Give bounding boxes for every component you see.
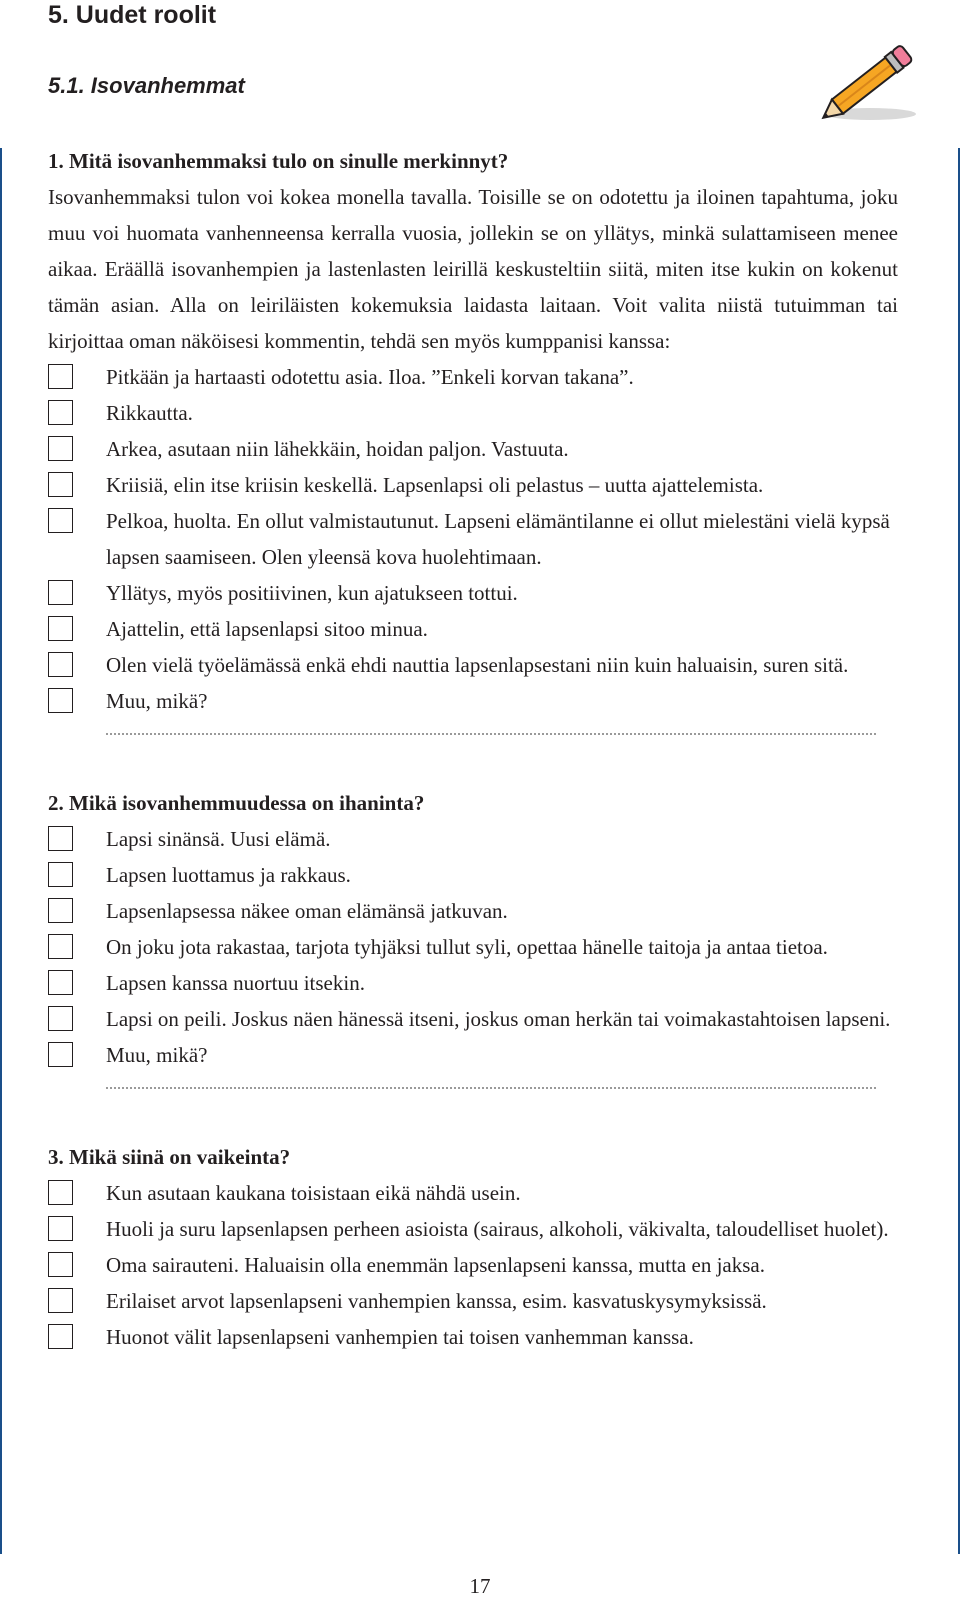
checkbox-icon[interactable] (48, 400, 73, 425)
checkbox-icon[interactable] (48, 934, 73, 959)
option-item-other (48, 1037, 898, 1073)
option-item (48, 359, 898, 395)
option-label: Huonot välit lapsenlapseni vanhempien tai toisen vanhemman kanssa. (106, 1325, 694, 1349)
checkbox-icon[interactable] (48, 1252, 73, 1277)
checkbox-icon[interactable] (48, 436, 73, 461)
option-label: On joku jota rakastaa, tarjota tyhjäksi tullut syli, opettaa hänelle taitoja ja antaa tietoa. (106, 935, 828, 959)
option-item (48, 1247, 898, 1283)
option-label: Kun asutaan kaukana toisistaan eikä nähdä usein. (106, 1181, 521, 1205)
checkbox-icon[interactable] (48, 508, 73, 533)
page-number: 17 (469, 1574, 491, 1598)
option-label: Yllätys, myös positiivinen, kun ajatukseen tottui. (106, 581, 518, 605)
option-label: Pitkään ja hartaasti odotettu asia. Iloa. ”Enkeli korvan takana”. (106, 365, 634, 389)
option-label: Rikkautta. (106, 401, 193, 425)
checkbox-icon[interactable] (48, 1216, 73, 1241)
question-2 (48, 785, 898, 1089)
option-label: Muu, mikä? (106, 689, 208, 713)
checkbox-icon[interactable] (48, 970, 73, 995)
option-label: Lapsen luottamus ja rakkaus. (106, 863, 351, 887)
checkbox-icon[interactable] (48, 1288, 73, 1313)
checkbox-icon[interactable] (48, 862, 73, 887)
checkbox-icon[interactable] (48, 1006, 73, 1031)
option-label: Lapsi on peili. Joskus näen hänessä itseni, joskus oman herkän tai voimakastahtoisen lapseni. (106, 1007, 891, 1031)
question-1-options (48, 359, 898, 719)
option-item (48, 1211, 898, 1247)
option-item (48, 929, 898, 965)
option-item (48, 467, 898, 503)
option-label: Lapsenlapsessa näkee oman elämänsä jatkuvan. (106, 899, 508, 923)
option-item-other (48, 683, 898, 719)
checkbox-icon[interactable] (48, 826, 73, 851)
left-border-line (0, 148, 2, 1554)
option-label: Olen vielä työelämässä enkä ehdi nauttia lapsenlapsestani niin kuin haluaisin, suren sitä. (106, 653, 849, 677)
checkbox-icon[interactable] (48, 898, 73, 923)
option-item (48, 1001, 898, 1037)
chapter-title: 5. Uudet roolit (48, 1, 217, 29)
option-item (48, 1175, 898, 1211)
worksheet-content (48, 143, 898, 1355)
option-label: Arkea, asutaan niin lähekkäin, hoidan paljon. Vastuuta. (106, 437, 569, 461)
checkbox-icon[interactable] (48, 616, 73, 641)
option-label: Lapsen kanssa nuortuu itsekin. (106, 971, 365, 995)
checkbox-icon[interactable] (48, 1042, 73, 1067)
option-label: Huoli ja suru lapsenlapsen perheen asioista (sairaus, alkoholi, väkivalta, taloudelliset huolet). (106, 1217, 889, 1241)
pencil-icon (808, 44, 928, 124)
question-3 (48, 1139, 898, 1355)
checkbox-icon[interactable] (48, 1180, 73, 1205)
question-1-title: 1. Mitä isovanhemmaksi tulo on sinulle merkinnyt? (48, 149, 509, 173)
option-label: Ajattelin, että lapsenlapsi sitoo minua. (106, 617, 428, 641)
option-item (48, 1283, 898, 1319)
option-item (48, 857, 898, 893)
option-item (48, 647, 898, 683)
option-item (48, 821, 898, 857)
question-1-intro: Isovanhemmaksi tulon voi kokea monella tavalla. Toisille se on odotettu ja iloinen tapahtuma, joku muu voi huomata vanhenneensa kerralla vuosia, jollekin se on yllätys, minkä sulattamiseen menee aikaa. Eräällä isovanhempien ja lastenlasten leirillä keskusteltiin siitä, miten itse kukin on kokenut tämän asian. Alla on leiriläisten kokemuksia laidasta laitaan. Voit valita niistä tutuimman tai kirjoittaa oman näköisesi kommentin, tehdä sen myös kumppanisi kanssa: (48, 185, 898, 353)
option-item (48, 893, 898, 929)
option-item (48, 575, 898, 611)
option-label: Oma sairauteni. Haluaisin olla enemmän lapsenlapseni kanssa, mutta en jaksa. (106, 1253, 765, 1277)
checkbox-icon[interactable] (48, 652, 73, 677)
checkbox-icon[interactable] (48, 688, 73, 713)
question-1 (48, 143, 898, 735)
option-item (48, 611, 898, 647)
question-2-options (48, 821, 898, 1073)
option-label: Erilaiset arvot lapsenlapseni vanhempien kanssa, esim. kasvatuskysymyksissä. (106, 1289, 767, 1313)
section-title: 5.1. Isovanhemmat (48, 73, 245, 98)
question-2-title: 2. Mikä isovanhemmuudessa on ihaninta? (48, 791, 425, 815)
question-3-title: 3. Mikä siinä on vaikeinta? (48, 1145, 291, 1169)
checkbox-icon[interactable] (48, 1324, 73, 1349)
option-label: Kriisiä, elin itse kriisin keskellä. Lapsenlapsi oli pelastus – uutta ajattelemista. (106, 473, 764, 497)
option-item (48, 1319, 898, 1355)
option-label: Lapsi sinänsä. Uusi elämä. (106, 827, 331, 851)
checkbox-icon[interactable] (48, 472, 73, 497)
option-item (48, 395, 898, 431)
checkbox-icon[interactable] (48, 364, 73, 389)
checkbox-icon[interactable] (48, 580, 73, 605)
section-spacer (48, 1089, 898, 1139)
option-label: Pelkoa, huolta. En ollut valmistautunut. Lapseni elämäntilanne ei ollut mielestäni vielä kypsä lapsen saamiseen. Olen yleensä kova huolehtimaan. (106, 509, 890, 569)
option-item (48, 503, 898, 575)
question-3-options (48, 1175, 898, 1355)
option-item (48, 965, 898, 1001)
option-label: Muu, mikä? (106, 1043, 208, 1067)
option-item (48, 431, 898, 467)
section-spacer (48, 735, 898, 785)
